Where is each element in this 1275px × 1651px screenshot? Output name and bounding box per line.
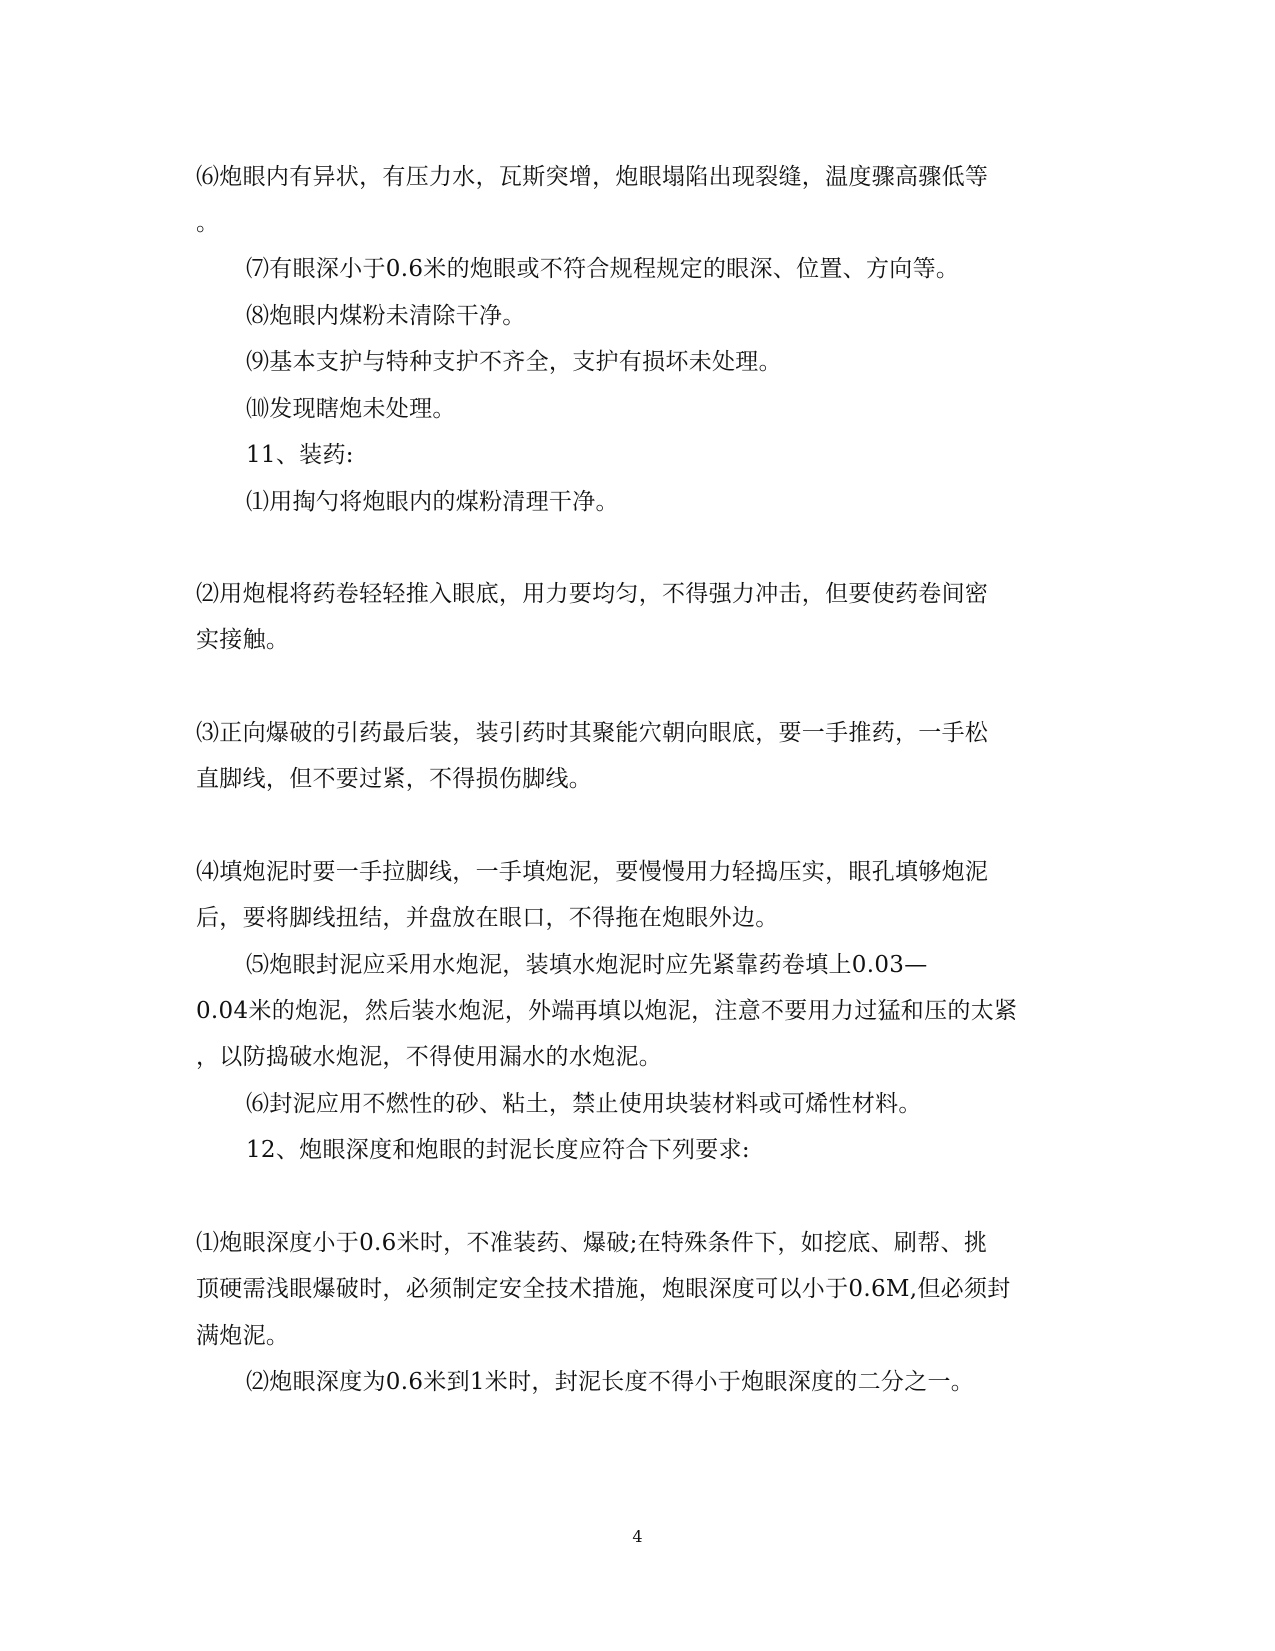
text-line: 11、装药: bbox=[246, 442, 354, 468]
page-number: 4 bbox=[632, 1527, 643, 1546]
text-line: ⑴炮眼深度小于0.6米时，不准装药、爆破;在特殊条件下，如挖底、刷帮、挑 bbox=[196, 1230, 988, 1256]
text-line: 实接触。 bbox=[196, 627, 290, 653]
text-line: ⑴用掏勺将炮眼内的煤粉清理干净。 bbox=[246, 489, 619, 515]
text-line: 。 bbox=[196, 210, 220, 236]
text-line: ⑵用炮棍将药卷轻轻推入眼底，用力要均匀，不得强力冲击，但要使药卷间密 bbox=[196, 581, 989, 607]
text-line: 直脚线，但不要过紧，不得损伤脚线。 bbox=[196, 766, 593, 792]
text-line: 0.04米的炮泥，然后装水炮泥，外端再填以炮泥，注意不要用力过猛和压的太紧 bbox=[196, 998, 1018, 1024]
text-line: ⑹炮眼内有异状，有压力水，瓦斯突增，炮眼塌陷出现裂缝，温度骤高骤低等 bbox=[196, 164, 989, 190]
text-line: 后，要将脚线扭结，并盘放在眼口，不得拖在炮眼外边。 bbox=[196, 905, 779, 931]
text-line: ⑺有眼深小于0.6米的炮眼或不符合规程规定的眼深、位置、方向等。 bbox=[246, 256, 960, 282]
text-line: ，以防捣破水炮泥，不得使用漏水的水炮泥。 bbox=[196, 1044, 662, 1070]
text-line: ⑸炮眼封泥应采用水炮泥，装填水炮泥时应先紧靠药卷填上0.03— bbox=[246, 952, 928, 978]
text-line: 顶硬需浅眼爆破时，必须制定安全技术措施，炮眼深度可以小于0.6M,但必须封 bbox=[196, 1276, 1011, 1302]
text-line: ⑼基本支护与特种支护不齐全，支护有损坏未处理。 bbox=[246, 349, 782, 375]
text-line: ⑷填炮泥时要一手拉脚线，一手填炮泥，要慢慢用力轻捣压实，眼孔填够炮泥 bbox=[196, 859, 989, 885]
text-line: ⑵炮眼深度为0.6米到1米时，封泥长度不得小于炮眼深度的二分之一。 bbox=[246, 1369, 975, 1395]
text-line: ⑻炮眼内煤粉未清除干净。 bbox=[246, 303, 526, 329]
text-line: 12、炮眼深度和炮眼的封泥长度应符合下列要求: bbox=[246, 1137, 750, 1163]
text-line: ⑽发现瞎炮未处理。 bbox=[246, 396, 456, 422]
text-line: ⑶正向爆破的引药最后装，装引药时其聚能穴朝向眼底，要一手推药，一手松 bbox=[196, 720, 989, 746]
text-line: 满炮泥。 bbox=[196, 1323, 290, 1349]
text-line: ⑹封泥应用不燃性的砂、粘土，禁止使用块装材料或可烯性材料。 bbox=[246, 1091, 922, 1117]
